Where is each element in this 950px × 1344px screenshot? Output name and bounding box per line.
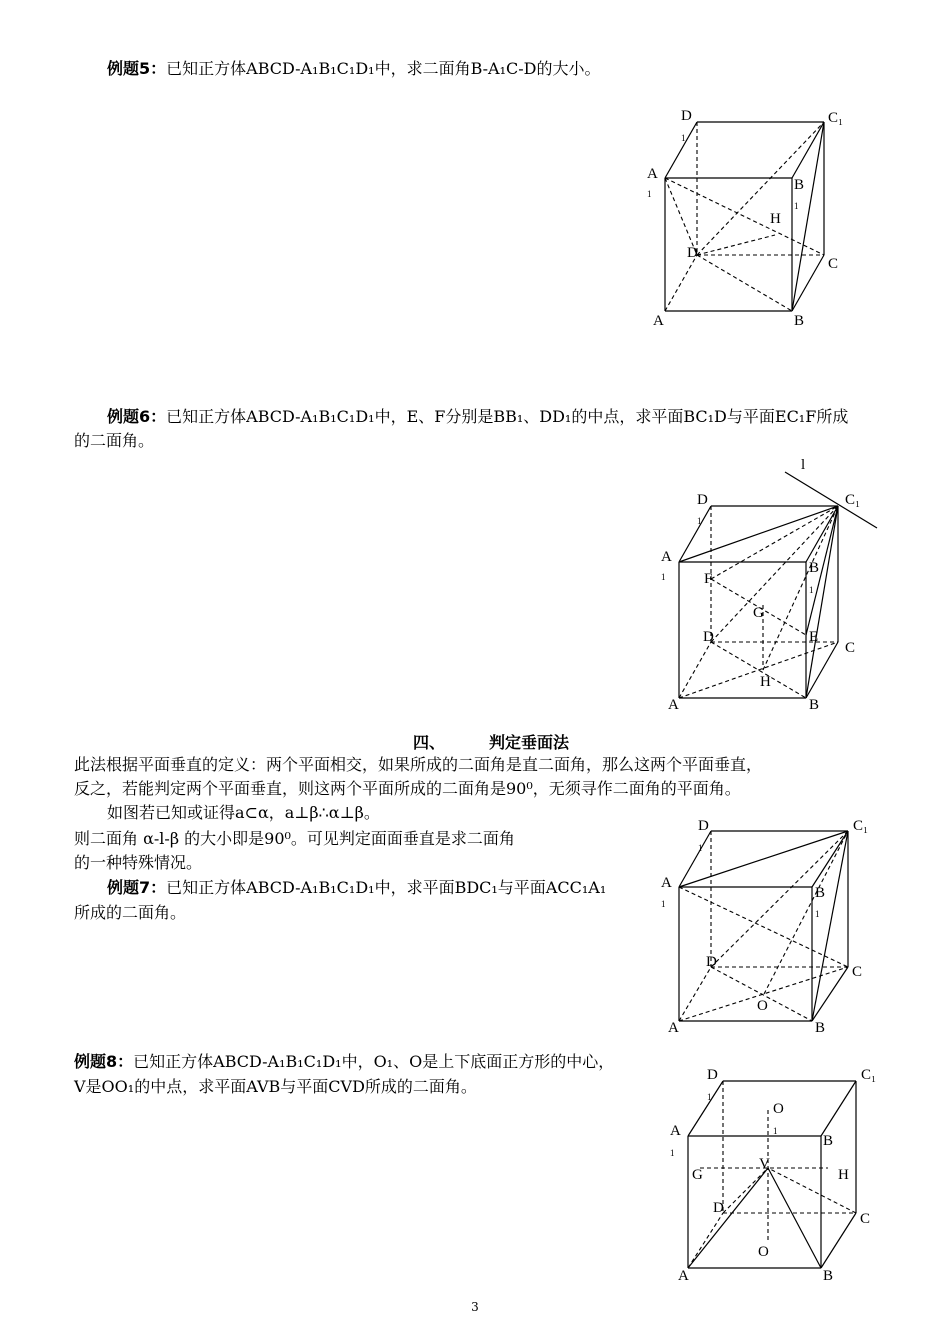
fig6-label-B1: B <box>809 560 820 576</box>
fig6-label-C1: C₁ <box>845 492 861 508</box>
section-4-paragraph-3: 如图若已知或证得a⊂α，a⊥β∴α⊥β。 <box>107 803 380 822</box>
fig6-label-D1: D <box>697 492 708 508</box>
fig6-label-G: G <box>753 605 764 621</box>
page-number: 3 <box>471 1300 479 1314</box>
fig6-label-A1: A <box>661 549 672 565</box>
fig7-label-C1: C₁ <box>853 818 869 834</box>
fig6-label-A: A <box>668 697 679 713</box>
fig6-label-C: C <box>845 640 856 656</box>
fig8-label-B: B <box>823 1268 834 1284</box>
fig6-label-F: F <box>704 571 713 587</box>
fig5-label-C1: C₁ <box>828 110 844 126</box>
section-4-paragraph-2: 反之，若能判定两个平面垂直，则这两个平面所成的二面角是90⁰，无须寻作二面角的平面角。 <box>74 779 741 798</box>
fig8-label-A: A <box>678 1268 689 1284</box>
fig7-label-A1: A <box>661 875 672 891</box>
fig8-label-V: V <box>759 1156 770 1172</box>
fig8-label-D1-sub: 1 <box>707 1092 712 1102</box>
fig7-label-B1-sub: 1 <box>815 909 820 919</box>
section-4-paragraph-5: 的一种特殊情况。 <box>74 853 203 872</box>
section-4-number: 四、 <box>413 733 446 752</box>
example-7-label: 例题7： <box>107 878 167 897</box>
example-5-body: 已知正方体ABCD-A₁B₁C₁D₁中，求二面角B-A₁C-D的大小。 <box>166 59 601 78</box>
fig5-label-D1-sub: 1 <box>681 133 686 143</box>
fig7-label-A: A <box>668 1020 679 1036</box>
example-8-body: 已知正方体ABCD-A₁B₁C₁D₁中，O₁、O是上下底面正方形的中心， <box>133 1052 615 1071</box>
fig5-label-C: C <box>828 256 839 272</box>
fig6-label-B1-sub: 1 <box>809 585 814 595</box>
fig8-label-O1: O <box>773 1101 784 1117</box>
fig7-label-B: B <box>815 1020 826 1036</box>
section-4-title: 判定垂面法 <box>489 733 570 752</box>
fig8-label-C: C <box>860 1211 871 1227</box>
fig8-label-O: O <box>758 1244 769 1260</box>
fig6-label-D1-sub: 1 <box>697 516 702 526</box>
fig6-label-B: B <box>809 697 820 713</box>
fig5-label-D1: D <box>681 108 692 124</box>
fig7-label-B1: B <box>815 885 826 901</box>
example-5-label: 例题5： <box>107 59 167 78</box>
fig6-label-H: H <box>760 674 771 690</box>
fig6-label-D: D <box>703 629 714 645</box>
fig8-label-B1: B <box>823 1133 834 1149</box>
fig7-label-A1-sub: 1 <box>661 899 666 909</box>
example-6-label: 例题6： <box>107 407 167 426</box>
fig8-label-O1-sub: 1 <box>773 1126 778 1136</box>
fig6-label-E: E <box>809 629 819 645</box>
example-6-body: 已知正方体ABCD-A₁B₁C₁D₁中，E、F分别是BB₁、DD₁的中点，求平面BC₁D与平面EC₁F所成 <box>166 407 849 426</box>
example-7-body: 已知正方体ABCD-A₁B₁C₁D₁中，求平面BDC₁与平面ACC₁A₁ <box>166 878 607 897</box>
example-6-line-2: 的二面角。 <box>74 431 155 450</box>
fig5-label-D: D <box>687 245 698 261</box>
fig5-label-H: H <box>770 211 781 227</box>
fig8-label-D1: D <box>707 1067 718 1083</box>
fig5-label-A1: A <box>647 166 658 182</box>
fig8-label-D: D <box>713 1200 724 1216</box>
fig8-label-A1-sub: 1 <box>670 1148 675 1158</box>
section-4-paragraph-4: 则二面角 α-l-β 的大小即是90⁰。可见判定面面垂直是求二面角 <box>74 829 515 848</box>
fig6-label-l: l <box>801 457 806 473</box>
fig7-label-O: O <box>757 998 768 1014</box>
fig5-label-A1-sub: 1 <box>647 189 652 199</box>
fig7-label-C: C <box>852 964 863 980</box>
example-8-line-2: V是OO₁的中点，求平面AVB与平面CVD所成的二面角。 <box>74 1077 477 1096</box>
fig8-label-G: G <box>692 1167 703 1183</box>
section-4-paragraph-1: 此法根据平面垂直的定义：两个平面相交，如果所成的二面角是直二面角，那么这两个平面垂直， <box>74 755 763 774</box>
fig7-label-D1-sub: 1 <box>698 843 703 853</box>
fig5-label-B1-sub: 1 <box>794 201 799 211</box>
example-7-line-2: 所成的二面角。 <box>74 903 187 922</box>
fig7-label-D: D <box>706 954 717 970</box>
fig8-label-A1: A <box>670 1123 681 1139</box>
fig8-label-H: H <box>838 1167 849 1183</box>
fig5-label-B: B <box>794 313 805 329</box>
fig7-label-D1: D <box>698 818 709 834</box>
fig6-label-A1-sub: 1 <box>661 572 666 582</box>
fig5-label-B1: B <box>794 177 805 193</box>
example-8-label: 例题8： <box>74 1052 134 1071</box>
fig5-label-A: A <box>653 313 664 329</box>
fig8-label-C1: C₁ <box>861 1067 877 1083</box>
